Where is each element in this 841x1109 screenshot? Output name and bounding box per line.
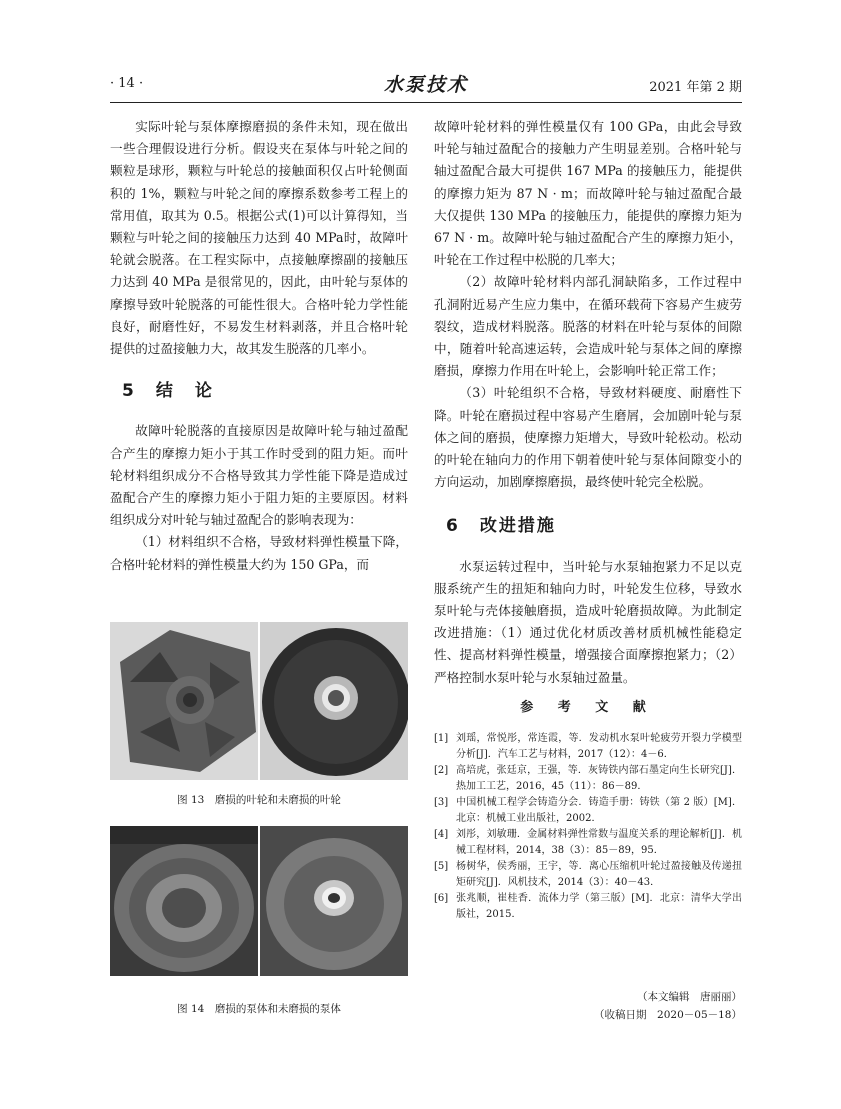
reference-number: [5] <box>434 861 449 873</box>
reference-number: [1] <box>434 733 449 745</box>
paragraph: 故障叶轮脱落的直接原因是故障叶轮与轴过盈配合产生的摩擦力矩小于其工作时受到的阻力矩。而叶轮材料组织成分不合格导致其力学性能下降是造成过盈配合产生的摩擦力矩小于阻力矩的主要原因。材料组织成分对叶轮与轴过盈配合的影响表现为： <box>110 423 408 528</box>
reference-item <box>434 795 742 827</box>
received-date: （收稿日期 2020－05－18） <box>594 1009 742 1021</box>
reference-list <box>434 731 742 923</box>
reference-text: 高培虎，张廷京，王强，等．灰铸铁内部石墨定向生长研究[J]．热加工工艺，2016，45（11）：86－89． <box>456 765 742 793</box>
paragraph: （2）故障叶轮材料内部孔洞缺陷多，工作过程中孔洞附近易产生应力集中，在循环载荷下容易产生疲劳裂纹，造成材料脱落。脱落的材料在叶轮与泵体的间隙中，随着叶轮高速运转，会造成叶轮与泵体之间的摩擦磨损，摩擦力作用在叶轮上，会影响叶轮正常工作； <box>434 274 742 379</box>
reference-number: [6] <box>434 893 449 905</box>
reference-number: [4] <box>434 829 449 841</box>
reference-number: [2] <box>434 765 449 777</box>
section-number: 5 <box>122 381 134 402</box>
unworn-impeller-photo <box>260 622 408 780</box>
unworn-pump-casing-photo <box>260 826 408 976</box>
paragraph: （3）叶轮组织不合格，导致材料硬度、耐磨性下降。叶轮在磨损过程中容易产生磨屑，会加剧叶轮与泵体之间的磨损，使摩擦力矩增大，导致叶轮松动。松动的叶轮在轴向力的作用下朝着使叶轮与泵体间隙变小的方向运动，加剧摩擦磨损，最终使叶轮完全松脱。 <box>434 385 742 490</box>
section-title: 结 论 <box>155 381 220 402</box>
figure-13 <box>110 622 408 780</box>
references-title: 参 考 文 献 <box>520 699 656 715</box>
journal-title: 水泵技术 <box>383 74 469 96</box>
figure-14-caption: 图 14 磨损的泵体和未磨损的泵体 <box>177 1003 341 1015</box>
figure-13-caption: 图 13 磨损的叶轮和未磨损的叶轮 <box>177 794 341 806</box>
worn-impeller-photo <box>110 622 258 780</box>
figure-14 <box>110 826 408 976</box>
running-header <box>110 70 742 100</box>
editor-note <box>594 988 742 1024</box>
worn-pump-casing-photo <box>110 826 258 976</box>
reference-text: 杨树华，侯秀丽，王宇，等．离心压缩机叶轮过盈接触及传递扭矩研究[J]．风机技术，2014（3）：40－43． <box>456 861 742 889</box>
reference-text: 刘瑶，常悦彤，常连霞，等．发动机水泵叶轮疲劳开裂力学模型分析[J]．汽车工艺与材料，2017（12）：4－6． <box>456 733 742 761</box>
reference-number: [3] <box>434 797 449 809</box>
left-column <box>110 116 408 576</box>
page-number: · 14 · <box>110 76 144 91</box>
issue-label: 2021 年第 2 期 <box>649 80 742 95</box>
reference-item <box>434 891 742 923</box>
section-title: 改进措施 <box>479 516 556 537</box>
reference-item <box>434 859 742 891</box>
reference-text: 刘彤，刘敏珊．金属材料弹性常数与温度关系的理论解析[J]．机械工程材料，2014，38（3）：85－89，95． <box>456 829 742 857</box>
paragraph: 水泵运转过程中，当叶轮与水泵轴抱紧力不足以克服系统产生的扭矩和轴向力时，叶轮发生位移，导致水泵叶轮与壳体接触磨损，造成叶轮磨损故障。为此制定改进措施：（1）通过优化材质改善材质机械性能稳定性、提高材料弹性模量，增强接合面摩擦抱紧力；（2）严格控制水泵叶轮与水泵轴过盈量。 <box>434 558 742 685</box>
section-6-heading <box>434 515 742 537</box>
paragraph: 实际叶轮与泵体摩擦磨损的条件未知，现在做出一些合理假设进行分析。假设夹在泵体与叶轮之间的颗粒是球形，颗粒与叶轮总的接触面积仅占叶轮侧面积的 1%，颗粒与叶轮之间的摩擦系数参考工程上的常用值，取其为 0.5。根据公式(1)可以计算得知，当颗粒与叶轮之间的接触压力达到 40 MPa时，故障叶轮就会脱落。在工程实际中，点接触摩擦副的接触压力达到 40 MPa 是很常见的，因此，由叶轮与泵体的摩擦导致叶轮脱落的可能性很大。合格叶轮力学性能良好，耐磨性好，不易发生材料剥落，并且合格叶轮提供的过盈接触力大，故其发生脱落的几率小。 <box>110 119 408 357</box>
reference-text: 张兆顺，崔桂香．流体力学（第三版）[M]．北京：清华大学出版社，2015． <box>456 893 742 921</box>
right-column <box>434 116 742 923</box>
paragraph: （1）材料组织不合格，导致材料弹性模量下降，合格叶轮材料的弹性模量大约为 150 GPa，而 <box>110 534 408 572</box>
reference-item <box>434 731 742 763</box>
header-rule <box>110 102 742 103</box>
reference-item <box>434 827 742 859</box>
section-5-heading <box>110 380 408 402</box>
reference-text: 中国机械工程学会铸造分会．铸造手册：铸铁（第 2 版）[M]．北京：机械工业出版社，2002． <box>456 797 742 825</box>
editor-line: （本文编辑 唐丽丽） <box>637 991 742 1003</box>
section-number: 6 <box>446 516 458 537</box>
reference-item <box>434 763 742 795</box>
paragraph: 故障叶轮材料的弹性模量仅有 100 GPa，由此会导致叶轮与轴过盈配合的接触力产生明显差别。合格叶轮与轴过盈配合最大可提供 167 MPa 的接触压力，能提供的摩擦力矩为 87 N · m；而故障叶轮与轴过盈配合最大仅提供 130 MPa 的接触压力，能提供的摩擦力矩为 67 N · m。故障叶轮与轴过盈配合产生的摩擦力矩小，叶轮在工作过程中松脱的几率大； <box>434 119 742 268</box>
